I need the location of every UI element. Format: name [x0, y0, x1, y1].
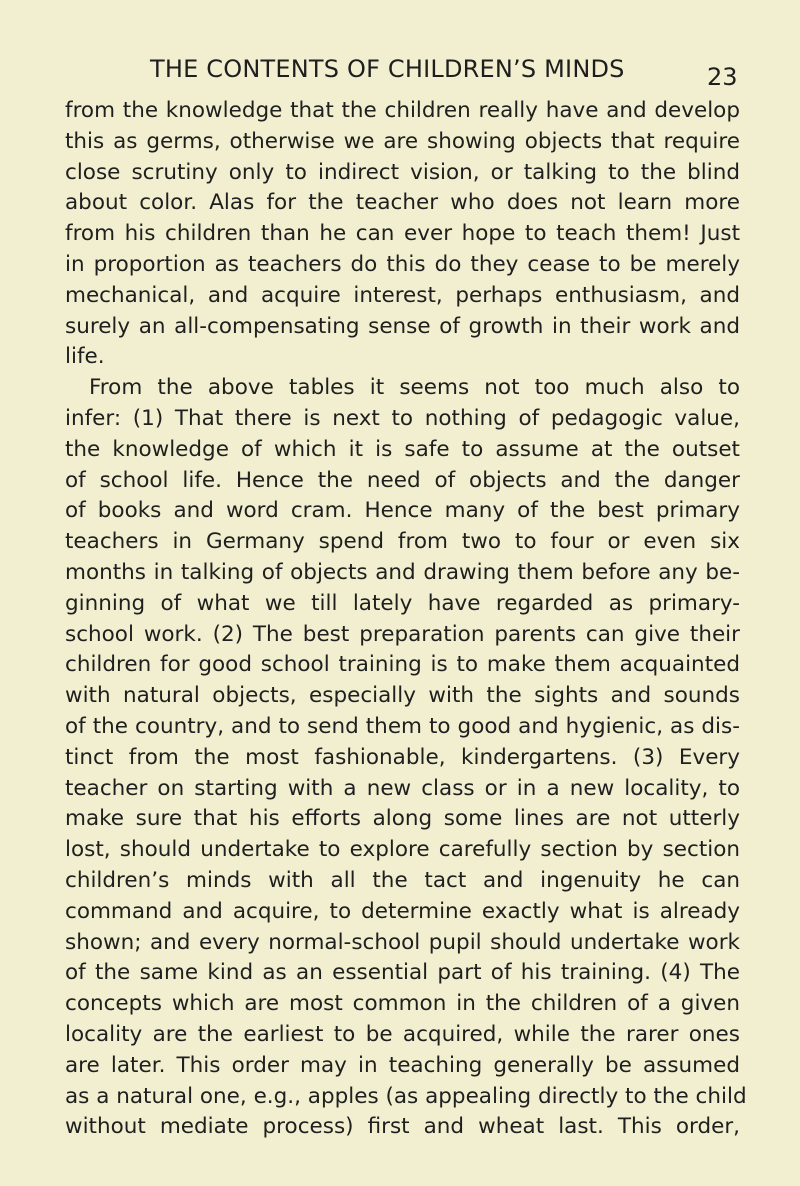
- text-line: children for good school training is to make them acquainted: [65, 652, 740, 678]
- text-line: from the knowledge that the children really have and develop: [65, 98, 740, 123]
- text-line: of books and word cram. Hence many of the best primary: [65, 498, 740, 524]
- text-line: as a natural one, e.g., apples (as appealing directly to the child: [65, 1083, 747, 1109]
- text-line: command and acquire, to determine exactly what is already: [65, 898, 740, 924]
- text-line: in proportion as teachers do this do they cease to be merely: [65, 251, 740, 277]
- text-line: close scrutiny only to indirect vision, or talking to the blind: [65, 159, 740, 185]
- text-line: without mediate process) first and wheat last. This order,: [65, 1114, 740, 1140]
- text-line: infer: (1) That there is next to nothing of pedagogic value,: [65, 405, 740, 431]
- text-line: with natural objects, especially with the sights and sounds: [65, 683, 740, 709]
- text-line: tinct from the most fashionable, kindergartens. (3) Every: [65, 744, 740, 770]
- text-line: make sure that his efforts along some lines are not utterly: [65, 806, 740, 832]
- text-line: locality are the earliest to be acquired, while the rarer ones: [65, 1021, 740, 1047]
- text-line: mechanical, and acquire interest, perhaps enthusiasm, and: [65, 282, 740, 308]
- text-line: about color. Alas for the teacher who does not learn more: [65, 190, 740, 216]
- text-line: school work. (2) The best preparation parents can give their: [65, 621, 740, 647]
- text-line: months in talking of objects and drawing them before any be-: [65, 559, 740, 585]
- text-line: teacher on starting with a new class or in a new locality, to: [65, 775, 740, 801]
- text-line: children’s minds with all the tact and ingenuity he can: [65, 867, 740, 893]
- text-line: from his children than he can ever hope to teach them! Just: [65, 221, 740, 247]
- body-text: [65, 96, 747, 1143]
- running-head: THE CONTENTS OF CHILDREN’S MINDS: [150, 55, 625, 83]
- text-line: concepts which are most common in the children of a given: [65, 991, 740, 1017]
- page-number: 23: [707, 63, 738, 91]
- text-line: surely an all-compensating sense of growth in their work and: [65, 313, 740, 339]
- text-line: of the same kind as an essential part of his training. (4) The: [65, 960, 740, 986]
- text-line: of school life. Hence the need of objects and the danger: [65, 467, 740, 493]
- text-line: teachers in Germany spend from two to four or even six: [65, 529, 740, 555]
- text-line: are later. This order may in teaching generally be assumed: [65, 1052, 740, 1078]
- text-line: this as germs, otherwise we are showing objects that require: [65, 128, 740, 154]
- text-line: shown; and every normal-school pupil should undertake work: [65, 929, 740, 955]
- text-line: of the country, and to send them to good and hygienic, as dis-: [65, 713, 740, 739]
- text-line: ginning of what we till lately have regarded as primary-: [65, 590, 740, 616]
- text-line: lost, should undertake to explore carefully section by section: [65, 837, 740, 863]
- paragraph-end-line: life.: [65, 344, 105, 370]
- text-line: the knowledge of which it is safe to assume at the outset: [65, 436, 740, 462]
- paragraph-start-line: From the above tables it seems not too much also to: [89, 375, 740, 401]
